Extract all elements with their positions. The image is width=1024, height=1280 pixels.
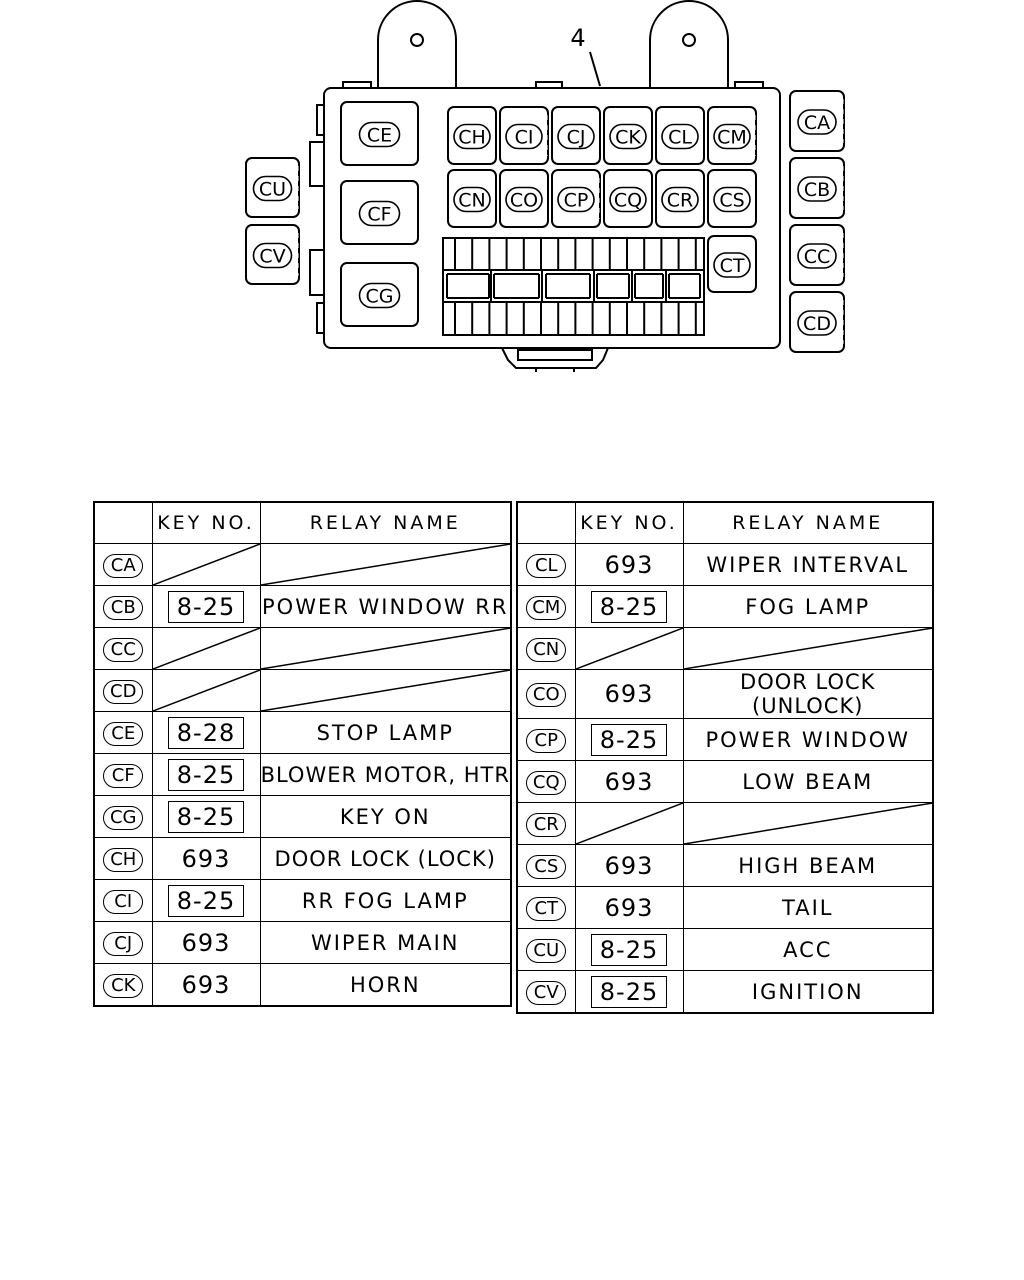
relay-name-cell xyxy=(683,670,933,719)
relay-name-cell xyxy=(683,761,933,803)
key-no-cell xyxy=(152,670,260,712)
relay-slot-cj xyxy=(552,107,600,164)
relay-table-right xyxy=(516,501,934,1014)
relay-slot-label: CQ xyxy=(613,189,643,212)
key-no-cell xyxy=(152,922,260,964)
key-no-value: 693 xyxy=(604,680,654,708)
code-cell xyxy=(517,845,575,887)
empty-cell-slash xyxy=(153,544,260,585)
code-cell xyxy=(94,922,152,964)
key-no-value: 8-25 xyxy=(591,976,667,1008)
relay-name-value: WIPER INTERVAL xyxy=(706,552,910,577)
relay-name-value: POWER WINDOW xyxy=(705,727,911,752)
relay-slot-label: CI xyxy=(514,126,534,149)
relay-code-badge: CL xyxy=(526,554,566,578)
relay-code-badge: CD xyxy=(103,680,143,704)
relay-slot-ci xyxy=(500,107,548,164)
relay-name-cell xyxy=(260,880,511,922)
callout-leader xyxy=(590,52,600,86)
table-header-row xyxy=(94,502,511,544)
relay-code-badge: CT xyxy=(526,897,566,921)
relay-row-cl xyxy=(517,544,933,586)
relay-table-left xyxy=(93,501,512,1007)
empty-cell-slash xyxy=(684,803,933,844)
relay-row-cq xyxy=(517,761,933,803)
relay-slot-cu xyxy=(246,158,299,217)
relay-name-value: ACC xyxy=(783,937,833,962)
relay-row-cp xyxy=(517,719,933,761)
header-key-no: KEY NO. xyxy=(575,502,683,544)
key-no-cell xyxy=(575,761,683,803)
relay-code-badge: CC xyxy=(103,638,143,662)
relay-slot-label: CC xyxy=(803,246,831,268)
table-header-row xyxy=(517,502,933,544)
key-no-value: 8-25 xyxy=(591,934,667,966)
relay-code-badge: CH xyxy=(103,848,143,872)
code-cell xyxy=(94,796,152,838)
fuse-block xyxy=(443,238,704,335)
relay-name-value: DOOR LOCK (LOCK) xyxy=(274,846,496,871)
code-cell xyxy=(94,712,152,754)
key-no-cell xyxy=(575,544,683,586)
relay-name-cell xyxy=(683,586,933,628)
relay-slot-cc xyxy=(790,225,844,285)
empty-cell-slash xyxy=(261,628,511,669)
relay-slot-cd xyxy=(790,292,844,352)
relay-slot-cn xyxy=(448,170,496,227)
key-no-cell xyxy=(152,796,260,838)
relay-name-value: RR FOG LAMP xyxy=(301,888,469,913)
relay-slot-label: CO xyxy=(509,189,539,212)
key-no-value: 693 xyxy=(181,928,231,957)
relay-code-badge: CO xyxy=(526,683,566,707)
mounting-hole-left xyxy=(411,34,423,46)
relay-slot-label: CP xyxy=(563,189,589,212)
relay-slot-label: CV xyxy=(259,245,286,268)
relay-slot-label: CG xyxy=(365,285,394,308)
key-no-value: 8-25 xyxy=(168,885,244,917)
relay-slot-label: CS xyxy=(719,189,745,212)
code-cell xyxy=(517,586,575,628)
relay-slot-cq xyxy=(604,170,652,227)
relay-name-cell xyxy=(260,922,511,964)
relay-name-cell xyxy=(683,803,933,845)
relay-box-diagram xyxy=(0,0,1024,400)
key-no-cell xyxy=(152,838,260,880)
relay-slot-label: CF xyxy=(367,203,392,226)
relay-row-cu xyxy=(517,929,933,971)
relay-name-cell xyxy=(260,628,511,670)
relay-name-cell xyxy=(260,544,511,586)
relay-name-value: WIPER MAIN xyxy=(310,930,460,955)
code-cell xyxy=(517,544,575,586)
relay-slot-label: CD xyxy=(803,313,831,335)
relay-slot-label: CA xyxy=(803,112,831,134)
relay-row-cf xyxy=(94,754,511,796)
key-no-cell xyxy=(152,754,260,796)
relay-name-value: LOW BEAM xyxy=(742,769,874,794)
key-no-cell xyxy=(152,586,260,628)
relay-name-value: POWER WINDOW RR xyxy=(262,594,509,619)
relay-slot-cp xyxy=(552,170,600,227)
code-cell xyxy=(94,964,152,1007)
relay-name-value: FOG LAMP xyxy=(745,594,871,619)
key-no-value: 693 xyxy=(181,844,231,873)
header-code-cell xyxy=(94,502,152,544)
relay-slot-ce xyxy=(341,102,418,165)
key-no-value: 8-25 xyxy=(168,759,244,791)
relay-slot-ct xyxy=(708,236,756,292)
key-no-cell xyxy=(575,803,683,845)
relay-code-badge: CU xyxy=(526,939,566,963)
empty-cell-slash xyxy=(153,628,260,669)
key-no-value: 8-25 xyxy=(168,801,244,833)
relay-slot-label: CB xyxy=(803,179,831,201)
key-no-cell xyxy=(152,628,260,670)
key-no-cell xyxy=(152,964,260,1007)
relay-slot-label: CJ xyxy=(566,126,586,149)
relay-name-value: DOOR LOCK (UNLOCK) xyxy=(740,670,876,718)
relay-slot-label: CN xyxy=(458,189,486,212)
relay-name-cell xyxy=(683,971,933,1014)
relay-name-value: HORN xyxy=(349,972,421,997)
relay-slot-cr xyxy=(656,170,704,227)
key-no-cell xyxy=(575,887,683,929)
relay-row-cc xyxy=(94,628,511,670)
relay-name-cell xyxy=(260,796,511,838)
code-cell xyxy=(94,838,152,880)
relay-code-badge: CA xyxy=(103,554,143,578)
code-cell xyxy=(517,971,575,1014)
relay-code-badge: CE xyxy=(103,722,143,746)
key-no-cell xyxy=(575,971,683,1014)
code-cell xyxy=(94,544,152,586)
relay-row-cs xyxy=(517,845,933,887)
relay-name-cell xyxy=(683,845,933,887)
mounting-tab-right xyxy=(650,1,728,88)
code-cell xyxy=(517,761,575,803)
code-cell xyxy=(94,670,152,712)
relay-slot-ck xyxy=(604,107,652,164)
relay-slot-cv xyxy=(246,225,299,284)
empty-cell-slash xyxy=(153,670,260,711)
relay-name-cell xyxy=(260,838,511,880)
code-cell xyxy=(517,719,575,761)
relay-name-cell xyxy=(260,670,511,712)
key-no-cell xyxy=(575,929,683,971)
relay-code-badge: CN xyxy=(526,638,566,662)
relay-slot-label: CL xyxy=(668,126,692,149)
relay-name-value: HIGH BEAM xyxy=(738,853,878,878)
relay-row-co xyxy=(517,670,933,719)
relay-row-cn xyxy=(517,628,933,670)
relay-code-badge: CJ xyxy=(103,932,143,956)
key-no-value: 8-25 xyxy=(591,724,667,756)
key-no-cell xyxy=(575,719,683,761)
relay-slot-cb xyxy=(790,158,844,218)
key-no-cell xyxy=(152,712,260,754)
relay-name-cell xyxy=(260,586,511,628)
relay-slot-label: CU xyxy=(258,178,287,201)
relay-code-badge: CF xyxy=(103,764,143,788)
empty-cell-slash xyxy=(261,670,511,711)
key-no-cell xyxy=(152,880,260,922)
code-cell xyxy=(517,887,575,929)
relay-name-cell xyxy=(260,964,511,1007)
relay-code-badge: CQ xyxy=(526,771,566,795)
code-cell xyxy=(517,670,575,719)
code-cell xyxy=(94,754,152,796)
relay-row-ci xyxy=(94,880,511,922)
relay-slot-label: CK xyxy=(615,126,641,149)
relay-row-ca xyxy=(94,544,511,586)
mounting-tab-left xyxy=(378,1,456,88)
key-no-cell xyxy=(575,845,683,887)
empty-cell-slash xyxy=(576,628,683,669)
relay-row-cr xyxy=(517,803,933,845)
key-no-value: 8-28 xyxy=(168,717,244,749)
relay-row-cd xyxy=(94,670,511,712)
relay-name-value: STOP LAMP xyxy=(316,720,454,745)
relay-name-cell xyxy=(260,712,511,754)
key-no-value: 693 xyxy=(604,893,654,922)
code-cell xyxy=(94,880,152,922)
relay-code-badge: CB xyxy=(103,596,143,620)
relay-name-cell xyxy=(683,887,933,929)
code-cell xyxy=(517,803,575,845)
relay-row-ce xyxy=(94,712,511,754)
key-no-cell xyxy=(575,586,683,628)
relay-name-value: BLOWER MOTOR, HTR xyxy=(260,762,510,787)
relay-code-badge: CR xyxy=(526,813,566,837)
relay-code-badge: CM xyxy=(526,596,566,620)
relay-slot-cm xyxy=(708,107,756,164)
relay-name-cell xyxy=(260,754,511,796)
header-relay-name: RELAY NAME xyxy=(260,502,511,544)
relay-code-badge: CG xyxy=(103,806,143,830)
relay-row-cb xyxy=(94,586,511,628)
key-no-value: 8-25 xyxy=(591,591,667,623)
relay-row-cm xyxy=(517,586,933,628)
code-cell xyxy=(517,929,575,971)
key-no-value: 8-25 xyxy=(168,591,244,623)
key-no-cell xyxy=(575,670,683,719)
key-no-value: 693 xyxy=(604,851,654,880)
relay-slot-ch xyxy=(448,107,496,164)
callout-number: 4 xyxy=(570,24,586,52)
relay-slot-cs xyxy=(708,170,756,227)
relay-name-cell xyxy=(683,628,933,670)
relay-slot-cg xyxy=(341,263,418,326)
relay-code-badge: CI xyxy=(103,890,143,914)
code-cell xyxy=(94,628,152,670)
relay-row-ct xyxy=(517,887,933,929)
relay-row-cj xyxy=(94,922,511,964)
relay-row-cv xyxy=(517,971,933,1014)
key-no-cell xyxy=(575,628,683,670)
relay-slot-label: CH xyxy=(458,126,486,149)
header-key-no: KEY NO. xyxy=(152,502,260,544)
empty-cell-slash xyxy=(261,544,511,585)
relay-name-cell xyxy=(683,719,933,761)
relay-name-value: IGNITION xyxy=(751,979,864,1004)
relay-row-ck xyxy=(94,964,511,1007)
key-no-cell xyxy=(152,544,260,586)
code-cell xyxy=(517,628,575,670)
relay-slot-ca xyxy=(790,91,844,151)
relay-slot-label: CM xyxy=(717,126,747,149)
relay-name-cell xyxy=(683,929,933,971)
key-no-value: 693 xyxy=(181,970,231,999)
relay-code-badge: CV xyxy=(526,981,566,1005)
relay-code-badge: CS xyxy=(526,855,566,879)
relay-slot-cl xyxy=(656,107,704,164)
key-no-value: 693 xyxy=(604,550,654,579)
header-code-cell xyxy=(517,502,575,544)
relay-slot-co xyxy=(500,170,548,227)
relay-name-value: KEY ON xyxy=(339,804,431,829)
mounting-hole-right xyxy=(683,34,695,46)
key-no-value: 693 xyxy=(604,767,654,796)
relay-row-ch xyxy=(94,838,511,880)
relay-row-cg xyxy=(94,796,511,838)
relay-slot-label: CT xyxy=(719,255,745,277)
empty-cell-slash xyxy=(576,803,683,844)
relay-code-badge: CP xyxy=(526,729,566,753)
empty-cell-slash xyxy=(684,628,933,669)
header-relay-name: RELAY NAME xyxy=(683,502,933,544)
relay-code-badge: CK xyxy=(103,974,143,998)
code-cell xyxy=(94,586,152,628)
relay-slot-label: CE xyxy=(366,124,393,147)
relay-name-cell xyxy=(683,544,933,586)
relay-slot-label: CR xyxy=(666,189,694,212)
relay-slot-cf xyxy=(341,181,418,244)
relay-name-value: TAIL xyxy=(782,895,834,920)
